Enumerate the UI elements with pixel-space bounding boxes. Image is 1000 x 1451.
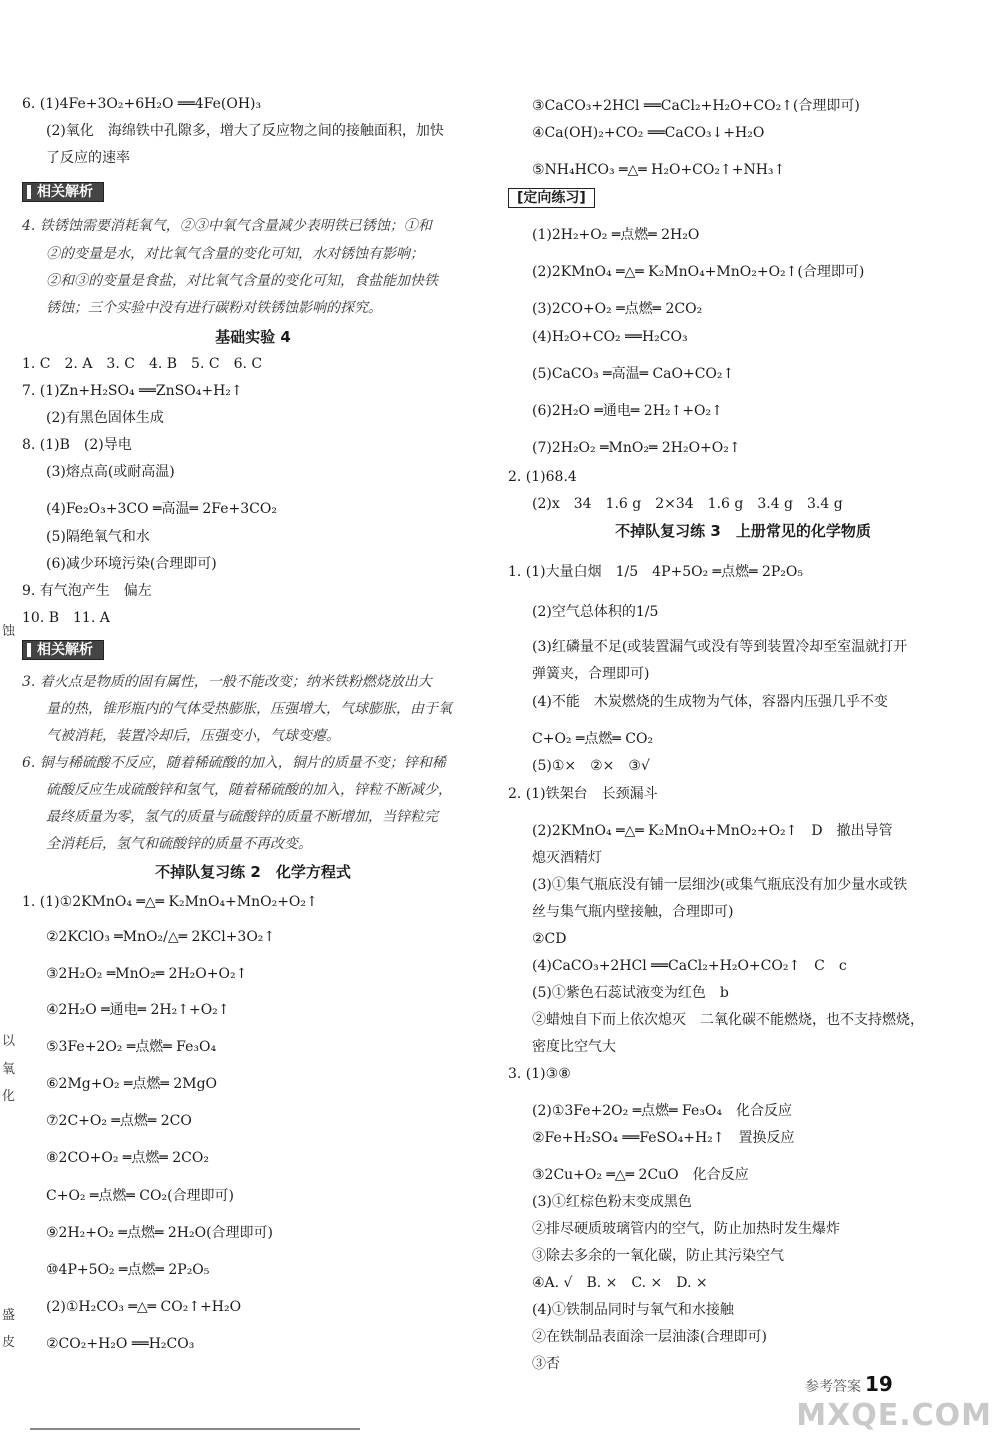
answer-line: (3)红磷量不足(或装置漏气或没有等到装置冷却至室温就打开 [532, 639, 908, 655]
answer-line: 熄灭酒精灯 [532, 850, 602, 866]
analysis-line: 量的热，锥形瓶内的气体受热膨胀，压强增大，气球膨胀，由于氧 [46, 701, 452, 717]
answer-line: (3)①红棕色粉末变成黑色 [532, 1194, 692, 1210]
margin-fragment: 蚀 [2, 624, 16, 639]
margin-fragment: 盛 [2, 1308, 16, 1323]
answer-line: 了反应的速率 [46, 150, 130, 166]
answer-line: 1. C 2. A 3. C 4. B 5. C 6. C [22, 356, 263, 372]
equation-line: ⑧2CO+O₂ ═点燃═ 2CO₂ [46, 1150, 209, 1166]
equation-line: C+O₂ ═点燃═ CO₂ [532, 731, 654, 747]
answer-line: (5)①紫色石蕊试液变为红色 b [532, 985, 729, 1001]
equation-line: C+O₂ ═点燃═ CO₂(合理即可) [46, 1188, 235, 1204]
section-heading: 不掉队复习练 3 上册常见的化学物质 [615, 522, 871, 540]
answer-line: 10. B 11. A [22, 610, 110, 626]
answer-line: ④A. √ B. × C. × D. × [532, 1275, 708, 1291]
answer-line: ③除去多余的一氧化碳，防止其污染空气 [532, 1248, 784, 1264]
equation-line: ③2Cu+O₂ ═△═ 2CuO 化合反应 [532, 1167, 749, 1183]
answer-line: 弹簧夹，合理即可) [532, 666, 650, 682]
answer-line: (4)①铁制品同时与氧气和水接触 [532, 1302, 734, 1318]
equation-line: ②CO₂+H₂O ══H₂CO₃ [46, 1336, 195, 1352]
equation-line: ⑥2Mg+O₂ ═点燃═ 2MgO [46, 1076, 218, 1092]
analysis-line: 最终质量为零，氢气的质量与硫酸锌的质量不断增加，当锌粒完 [46, 809, 438, 825]
answer-line: (6)减少环境污染(合理即可) [46, 556, 217, 572]
answer-line: 6. (1)4Fe+3O₂+6H₂O ══4Fe(OH)₃ [22, 96, 262, 112]
equation-line: (2)①H₂CO₃ ═△═ CO₂↑+H₂O [46, 1299, 242, 1315]
answer-line: ③否 [532, 1356, 560, 1372]
answer-line: 密度比空气大 [532, 1039, 616, 1055]
equation-line: (2)①3Fe+2O₂ ═点燃═ Fe₃O₄ 化合反应 [532, 1103, 792, 1119]
answer-line: (4)Fe₂O₃+3CO ═高温═ 2Fe+3CO₂ [46, 501, 277, 517]
equation-line: (5)CaCO₃ ═高温═ CaO+CO₂↑ [532, 366, 735, 382]
equation-line: ③CaCO₃+2HCl ══CaCl₂+H₂O+CO₂↑(合理即可) [532, 98, 860, 114]
margin-fragment: 氧 [2, 1062, 16, 1077]
equation-line: (7)2H₂O₂ ═MnO₂═ 2H₂O+O₂↑ [532, 440, 741, 456]
answer-line: ②蜡烛自下而上依次熄灭 二氧化碳不能燃烧，也不支持燃烧， [532, 1012, 924, 1028]
answer-line: (2)x 34 1.6 g 2×34 1.6 g 3.4 g 3.4 g [532, 496, 843, 512]
analysis-line: 3. 着火点是物质的固有属性，一般不能改变；纳米铁粉燃烧放出大 [22, 674, 432, 690]
equation-line: ⑨2H₂+O₂ ═点燃═ 2H₂O(合理即可) [46, 1225, 273, 1241]
footer-label: 参考答案 [805, 1379, 861, 1395]
answer-line: (2)有黑色固体生成 [46, 410, 164, 426]
analysis-line: 锈蚀；三个实验中没有进行碳粉对铁锈蚀影响的探究。 [46, 300, 382, 316]
watermark: MXQE.COM [796, 1398, 992, 1433]
footer-rule [30, 1428, 360, 1430]
answer-line: 2. (1)68.4 [508, 469, 577, 485]
equation-line: (6)2H₂O ═通电═ 2H₂↑+O₂↑ [532, 403, 723, 419]
answer-line: (5)①× ②× ③√ [532, 758, 650, 774]
answer-line: 9. 有气泡产生 偏左 [22, 583, 152, 599]
analysis-label: 相关解析 [22, 640, 104, 660]
equation-line: (4)H₂O+CO₂ ══H₂CO₃ [532, 329, 688, 345]
answer-line: (2)氧化 海绵铁中孔隙多，增大了反应物之间的接触面积，加快 [46, 123, 444, 139]
section-heading: 不掉队复习练 2 化学方程式 [155, 863, 351, 881]
analysis-line: ②和③的变量是食盐，对比氧气含量的变化可知，食盐能加快铁 [46, 273, 438, 289]
equation-line: ④Ca(OH)₂+CO₂ ══CaCO₃↓+H₂O [532, 125, 765, 141]
answer-line: ②在铁制品表面涂一层油漆(合理即可) [532, 1329, 767, 1345]
answer-line: 3. (1)③⑧ [508, 1066, 571, 1082]
answer-line: 丝与集气瓶内壁接触，合理即可) [532, 904, 734, 920]
analysis-line: 6. 铜与稀硫酸不反应，随着稀硫酸的加入，铜片的质量不变；锌和稀 [22, 755, 446, 771]
analysis-label: 相关解析 [22, 182, 104, 202]
equation-line: ⑤NH₄HCO₃ ═△═ H₂O+CO₂↑+NH₃↑ [532, 162, 786, 178]
answer-line: (5)隔绝氧气和水 [46, 529, 150, 545]
analysis-line: 4. 铁锈蚀需要消耗氧气，②③中氧气含量减少表明铁已锈蚀；①和 [22, 218, 432, 234]
answer-line: (2)2KMnO₄ ═△═ K₂MnO₄+MnO₂+O₂↑ D 撤出导管 [532, 823, 893, 839]
answer-line: 1. (1)大量白烟 1/5 4P+5O₂ ═点燃═ 2P₂O₅ [508, 564, 804, 580]
margin-fragment: 化 [2, 1089, 16, 1104]
answer-line: ②CD [532, 931, 567, 947]
page-number: 19 [865, 1372, 893, 1396]
analysis-line: 气被消耗，装置冷却后，压强变小，气球变瘪。 [46, 728, 340, 744]
equation-line: ③2H₂O₂ ═MnO₂═ 2H₂O+O₂↑ [46, 966, 248, 982]
equation-line: (3)2CO+O₂ ═点燃═ 2CO₂ [532, 301, 703, 317]
answer-line: (4)CaCO₃+2HCl ══CaCl₂+H₂O+CO₂↑ C c [532, 958, 847, 974]
analysis-line: 硫酸反应生成硫酸锌和氢气，随着稀硫酸的加入，锌粒不断减少， [46, 782, 452, 798]
section-tag: [定向练习] [508, 188, 595, 208]
equation-line: ⑦2C+O₂ ═点燃═ 2CO [46, 1113, 192, 1129]
margin-fragment: 以 [2, 1034, 16, 1049]
equation-line: 1. (1)①2KMnO₄ ═△═ K₂MnO₄+MnO₂+O₂↑ [22, 894, 318, 910]
equation-line: (2)2KMnO₄ ═△═ K₂MnO₄+MnO₂+O₂↑(合理即可) [532, 264, 865, 280]
equation-line: ④2H₂O ═通电═ 2H₂↑+O₂↑ [46, 1002, 230, 1018]
margin-fragment: 皮 [2, 1335, 16, 1350]
section-heading: 基础实验 4 [215, 328, 291, 346]
answer-line: 2. (1)铁架台 长颈漏斗 [508, 786, 658, 802]
answer-line: ②排尽硬质玻璃管内的空气，防止加热时发生爆炸 [532, 1221, 840, 1237]
answer-line: (4)不能 木炭燃烧的生成物为气体，容器内压强几乎不变 [532, 694, 888, 710]
answer-line: (2)空气总体积的1/5 [532, 604, 659, 620]
equation-line: (1)2H₂+O₂ ═点燃═ 2H₂O [532, 227, 700, 243]
analysis-line: 全消耗后，氢气和硫酸锌的质量不再改变。 [46, 836, 312, 852]
answer-line: 7. (1)Zn+H₂SO₄ ══ZnSO₄+H₂↑ [22, 383, 243, 399]
answer-line: 8. (1)B (2)导电 [22, 437, 132, 453]
answer-line: (3)熔点高(或耐高温) [46, 464, 175, 480]
analysis-line: ②的变量是水，对比氧气含量的变化可知，水对锈蚀有影响； [46, 246, 424, 262]
equation-line: ②2KClO₃ ═MnO₂/△═ 2KCl+3O₂↑ [46, 929, 276, 945]
equation-line: ②Fe+H₂SO₄ ══FeSO₄+H₂↑ 置换反应 [532, 1130, 795, 1146]
answer-line: (3)①集气瓶底没有铺一层细沙(或集气瓶底没有加少量水或铁 [532, 877, 908, 893]
page-footer [805, 1372, 893, 1396]
equation-line: ⑤3Fe+2O₂ ═点燃═ Fe₃O₄ [46, 1039, 217, 1055]
equation-line: ⑩4P+5O₂ ═点燃═ 2P₂O₅ [46, 1262, 210, 1278]
